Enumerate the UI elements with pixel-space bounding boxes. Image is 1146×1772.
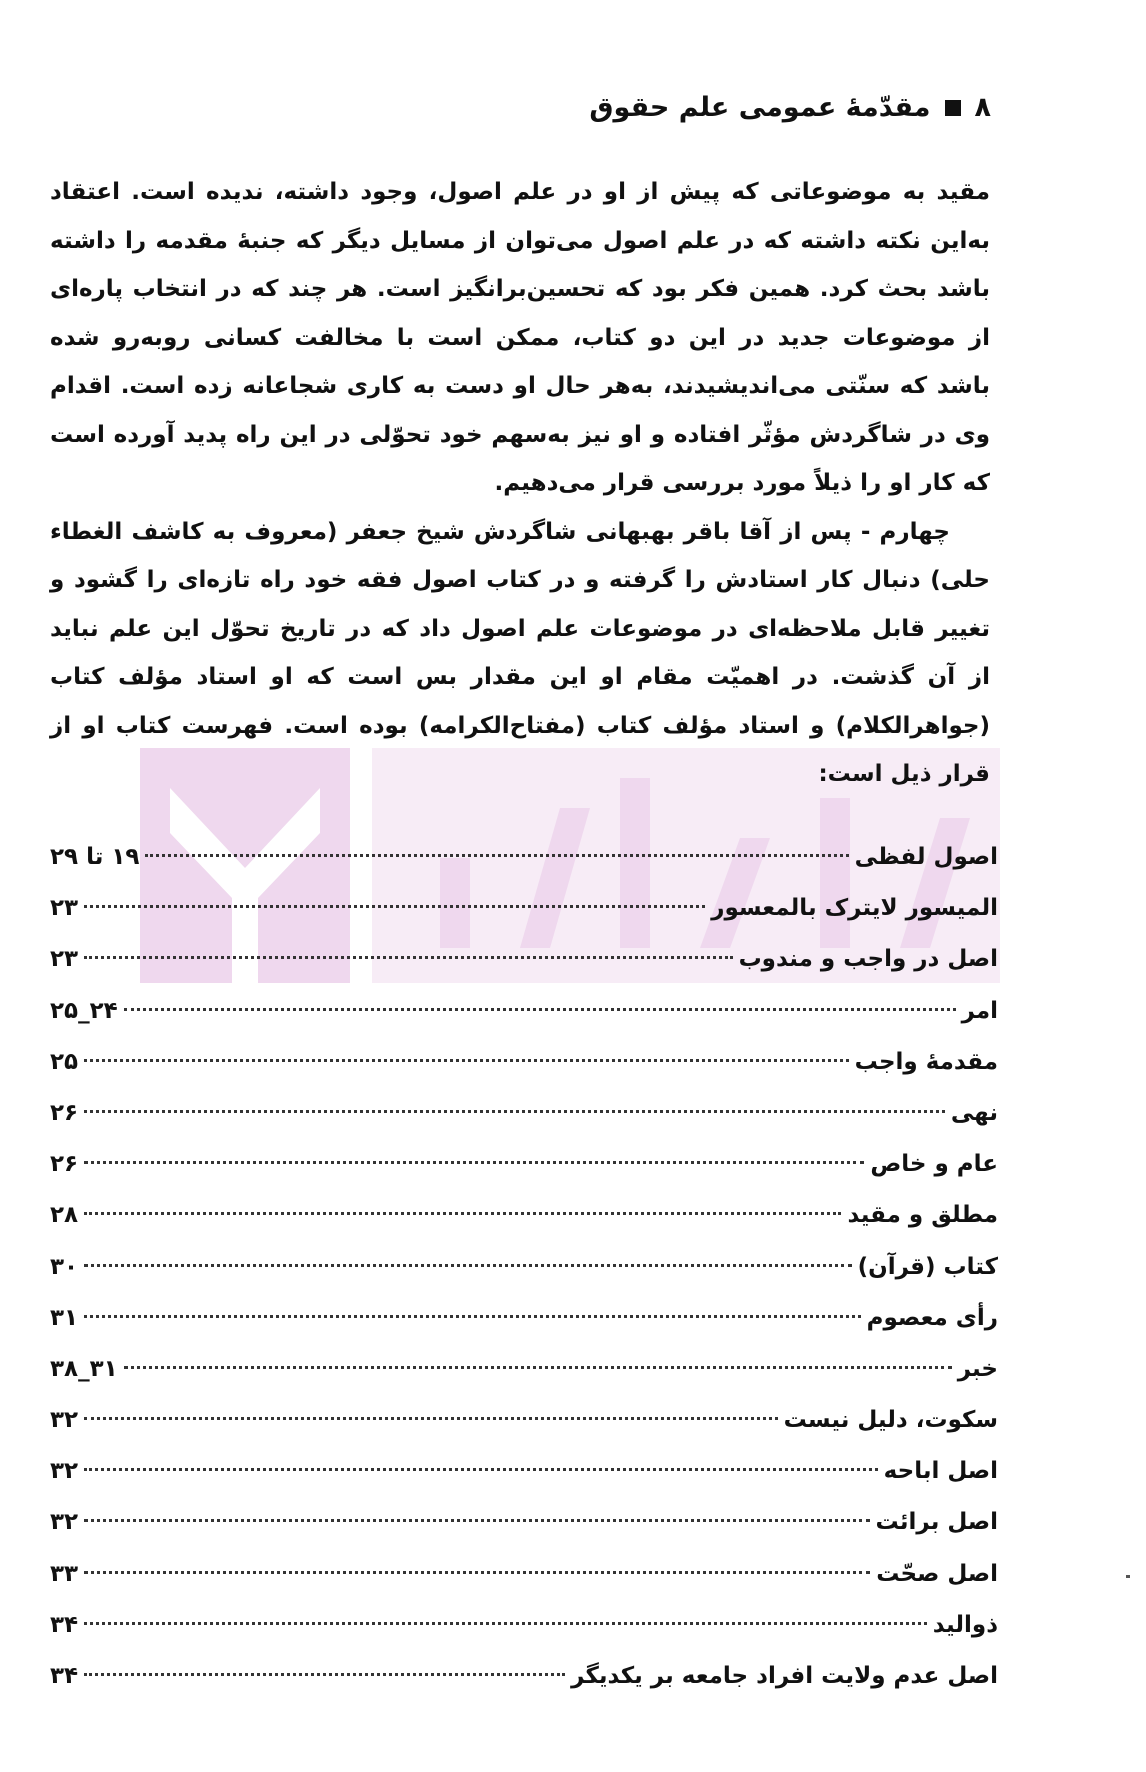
toc-page: ۲۶: [50, 1099, 79, 1126]
leader-dots: [84, 1622, 927, 1625]
toc-entry: [50, 1651, 998, 1702]
section-lead: چهارم -: [860, 518, 951, 545]
toc-entry: [50, 1190, 998, 1241]
toc-entry: [50, 1344, 998, 1395]
toc-title: ذوالید: [932, 1611, 998, 1638]
text-line: قرار ذیل است:: [818, 761, 990, 787]
toc-entry: [50, 1088, 998, 1139]
toc-entry: [50, 1242, 998, 1293]
toc-page: ۳۰: [50, 1253, 79, 1280]
text-line: باشد که سنّتی می‌اندیشیدند، به‌هر حال او دست به کاری شجاعانه زده است. اقدام: [50, 373, 990, 399]
scan-speck: [1126, 1575, 1130, 1578]
toc-page: ۲۳: [50, 946, 79, 973]
text-line: مقید به موضوعاتی که پیش از او در علم اصول، وجود داشته، ندیده است. اعتقاد: [50, 179, 990, 205]
header-title: مقدّمهٔ عمومی علم حقوق: [589, 92, 931, 123]
toc-title: عام و خاص: [870, 1151, 998, 1178]
toc-page: ۳۲: [50, 1509, 79, 1536]
toc-page: ۳۲: [50, 1458, 79, 1485]
leader-dots: [124, 1008, 956, 1011]
text-line: از موضوعات جدید در این دو کتاب، ممکن است با مخالفت کسانی روبه‌رو شده: [50, 324, 990, 351]
toc-title: نهی: [950, 1099, 998, 1126]
toc-title: المیسور لایترک بالمعسور: [711, 895, 998, 922]
toc-entry: [50, 1497, 998, 1548]
toc-entry: [50, 1293, 998, 1344]
running-header: [589, 92, 991, 123]
toc-title: رأی معصوم: [866, 1304, 998, 1331]
toc-page: ۳۱_۳۸: [50, 1355, 118, 1382]
toc-entry: [50, 1037, 998, 1088]
toc-title: مطلق و مقید: [847, 1202, 998, 1229]
leader-dots: [84, 1673, 565, 1676]
toc-entry: [50, 1600, 998, 1651]
toc-title: خبر: [957, 1355, 998, 1382]
toc-title: اصول لفظی: [854, 844, 998, 870]
leader-dots: [84, 1315, 861, 1318]
toc-title: امر: [961, 997, 998, 1024]
text-line: از آن گذشت. در اهمیّت مقام او این مقدار بس است که او استاد مؤلف کتاب: [50, 664, 990, 690]
page-number: ۸: [974, 92, 991, 123]
toc-title: اصل در واجب و مندوب: [738, 946, 998, 973]
toc-page: ۳۴: [50, 1663, 79, 1689]
text-line: [50, 508, 990, 557]
leader-dots: [84, 1264, 851, 1267]
toc-title: اصل عدم ولایت افراد جامعه بر یکدیگر: [571, 1663, 998, 1689]
leader-dots: [84, 905, 705, 908]
toc-page: ۳۳: [50, 1560, 79, 1587]
text-line: باشد بحث کرد. همین فکر بود که تحسین‌برانگیز است. هر چند که در انتخاب پاره‌ای: [50, 276, 990, 302]
leader-dots: [124, 1366, 952, 1369]
text-line: وی در شاگردش مؤثّر افتاده و او نیز به‌سهم خود تحوّلی در این راه پدید آورده است: [50, 421, 990, 448]
toc-page: ۳۲: [50, 1407, 79, 1434]
toc-entry: [50, 934, 998, 985]
toc-page: ۱۹ تا ۲۹: [50, 844, 140, 870]
toc-entry: [50, 1395, 998, 1446]
text-line: حلی) دنبال کار استادش را گرفته و در کتاب اصول فقه خود راه تازه‌ای را گشود و: [50, 567, 990, 593]
leader-dots: [84, 1212, 841, 1215]
text-line: که کار او را ذیلاً مورد بررسی قرار می‌دهیم.: [494, 470, 990, 496]
leader-dots: [84, 1417, 778, 1420]
text-line: به‌این نکته داشته که در علم اصول می‌توان از مسایل دیگر که جنبهٔ مقدمه را داشته: [50, 227, 990, 254]
toc-entry: [50, 1139, 998, 1190]
leader-dots: [84, 1468, 878, 1471]
leader-dots: [84, 1161, 864, 1164]
square-bullet-icon: [945, 100, 961, 116]
toc-title: اصل برائت: [875, 1509, 998, 1536]
toc-page: ۲۴_۲۵: [50, 997, 118, 1024]
toc-entry: [50, 832, 998, 883]
toc-page: ۲۳: [50, 895, 79, 922]
leader-dots: [84, 1571, 870, 1574]
leader-dots: [84, 956, 732, 959]
toc-title: مقدمهٔ واجب: [854, 1048, 998, 1075]
toc-page: ۲۸: [50, 1202, 79, 1229]
table-of-contents: [50, 832, 998, 1702]
toc-title: اصل اباحه: [883, 1458, 998, 1485]
toc-page: ۳۴: [50, 1611, 79, 1638]
toc-page: ۳۱: [50, 1304, 79, 1331]
leader-dots: [84, 1059, 849, 1062]
toc-entry: [50, 883, 998, 934]
toc-entry: [50, 1446, 998, 1497]
leader-dots: [84, 1519, 869, 1522]
body-text: [50, 168, 990, 799]
text-span: پس از آقا باقر بهبهانی شاگردش شیخ جعفر (معروف به کاشف الغطاء: [50, 518, 852, 545]
text-line: (جواهرالکلام) و استاد مؤلف کتاب (مفتاح‌الکرامه) بوده است. فهرست کتاب او از: [50, 712, 990, 739]
leader-dots: [84, 1110, 945, 1113]
toc-entry: [50, 1549, 998, 1600]
toc-title: سکوت، دلیل نیست: [783, 1407, 998, 1434]
toc-page: ۲۶: [50, 1151, 79, 1178]
toc-title: اصل صحّت: [876, 1560, 998, 1587]
toc-title: کتاب (قرآن): [857, 1253, 998, 1280]
toc-entry: [50, 986, 998, 1037]
toc-page: ۲۵: [50, 1048, 79, 1075]
leader-dots: [145, 854, 848, 857]
text-line: تغییر قابل ملاحظه‌ای در موضوعات علم اصول داد که در تاریخ تحوّل این علم نباید: [50, 615, 990, 642]
